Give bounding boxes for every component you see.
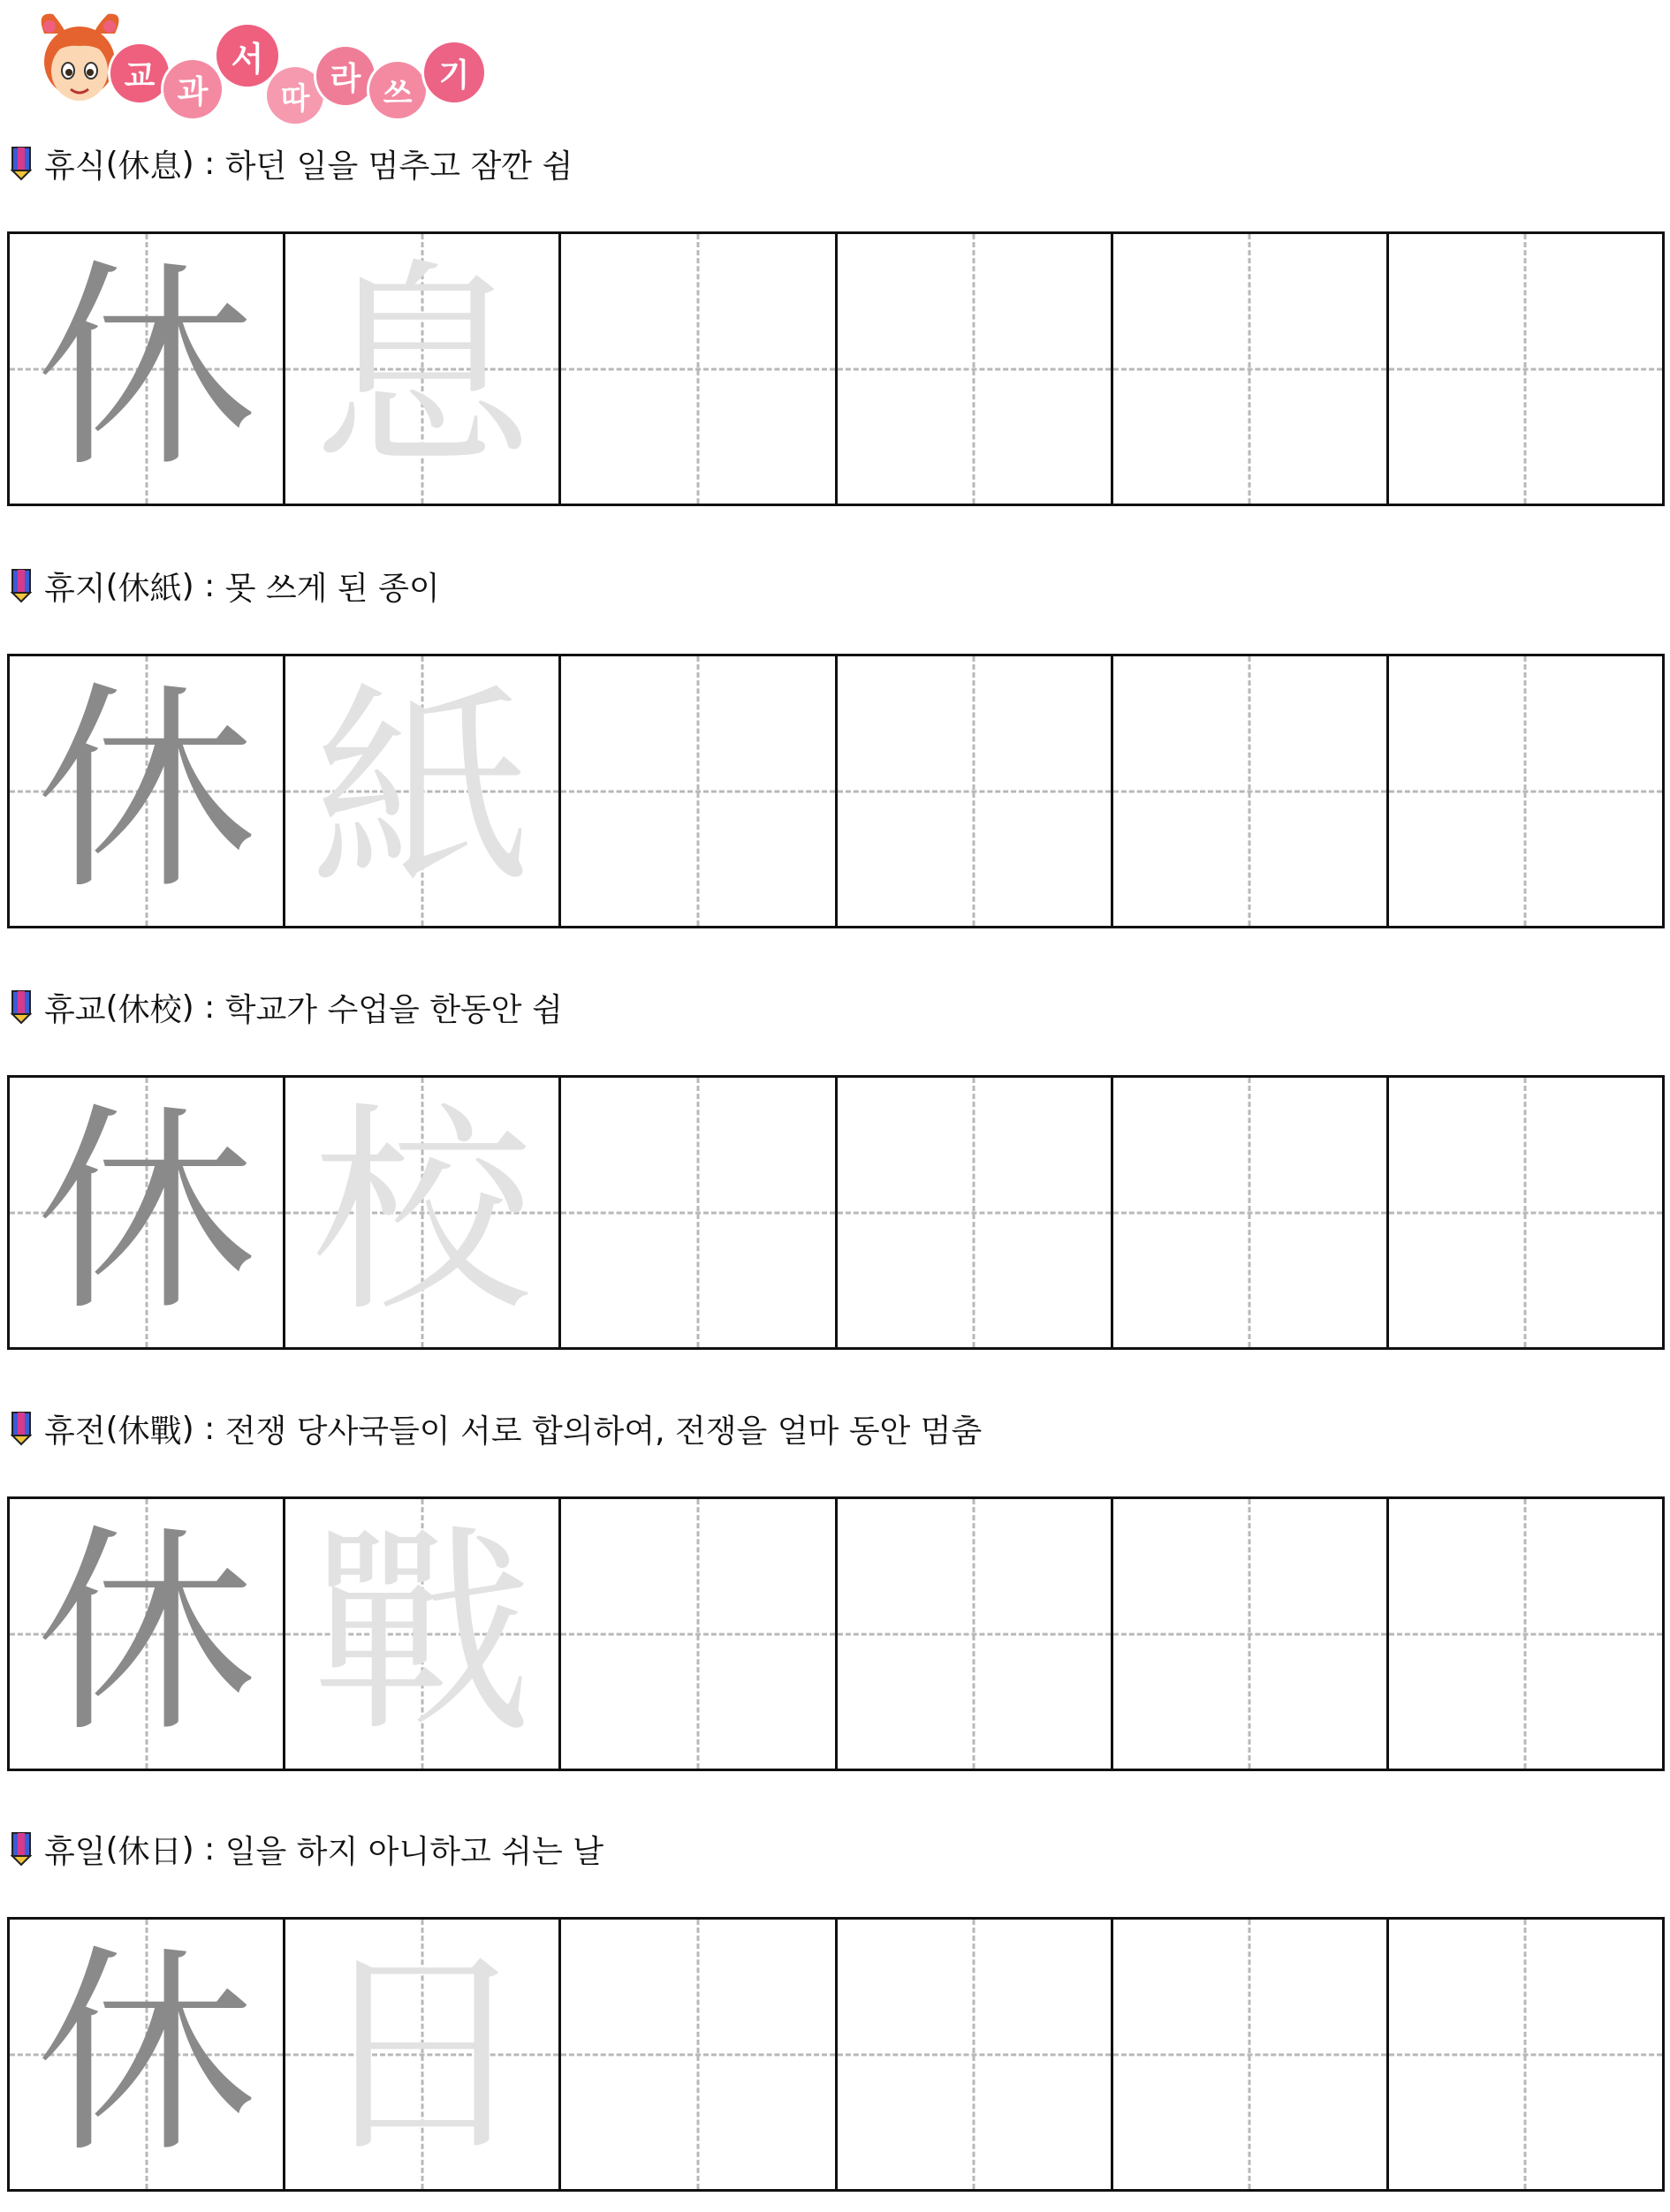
pencil-icon bbox=[9, 989, 34, 1025]
writing-cell[interactable] bbox=[838, 1920, 1113, 2189]
vocab-heading bbox=[9, 1410, 983, 1450]
vocab-term: 휴전 bbox=[44, 1413, 106, 1450]
paren-close: ) : bbox=[181, 1830, 225, 1867]
paren-close: ) : bbox=[181, 145, 225, 182]
writing-cell[interactable] bbox=[10, 1920, 285, 2189]
vocab-term: 휴교 bbox=[44, 991, 106, 1028]
writing-cell[interactable] bbox=[1389, 656, 1662, 926]
writing-cell[interactable] bbox=[1389, 1078, 1662, 1347]
trace-character-light: 日 bbox=[311, 1925, 533, 2183]
writing-grid bbox=[7, 654, 1665, 928]
writing-cell[interactable] bbox=[561, 234, 837, 504]
trace-character-dark: 休 bbox=[35, 239, 257, 497]
guide-line-horizontal bbox=[561, 2053, 834, 2056]
pencil-icon bbox=[9, 1831, 34, 1867]
logo-letter: 서 bbox=[216, 25, 278, 87]
pencil-icon bbox=[9, 146, 34, 181]
pencil-icon bbox=[9, 568, 34, 603]
trace-character-light: 校 bbox=[311, 1083, 533, 1341]
paren-open: ( bbox=[105, 989, 118, 1026]
vocab-meaning: 못 쓰게 된 종이 bbox=[224, 570, 440, 607]
guide-line-horizontal bbox=[561, 1632, 834, 1635]
writing-cell[interactable] bbox=[1113, 234, 1389, 504]
guide-line-horizontal bbox=[838, 2053, 1111, 2056]
guide-line-horizontal bbox=[838, 1211, 1111, 1214]
writing-cell[interactable] bbox=[838, 1078, 1113, 1347]
textbook-copywriting-logo bbox=[27, 7, 486, 122]
vocab-hanja: 休日 bbox=[118, 1833, 182, 1870]
guide-line-horizontal bbox=[1113, 1632, 1386, 1635]
writing-grid bbox=[7, 1075, 1665, 1350]
logo-letter: 과 bbox=[163, 60, 222, 118]
writing-cell[interactable] bbox=[838, 234, 1113, 504]
logo-letter: 라 bbox=[316, 47, 375, 105]
guide-line-horizontal bbox=[1389, 1632, 1662, 1635]
writing-cell[interactable] bbox=[838, 656, 1113, 926]
vocab-hanja: 休紙 bbox=[118, 570, 182, 607]
logo-letter: 따 bbox=[267, 67, 323, 124]
writing-cell[interactable] bbox=[1389, 234, 1662, 504]
vocab-hanja: 休戰 bbox=[118, 1413, 182, 1450]
trace-character-dark: 休 bbox=[35, 662, 257, 920]
vocab-meaning: 전쟁 당사국들이 서로 합의하여, 전쟁을 얼마 동안 멈춤 bbox=[224, 1413, 983, 1450]
writing-cell[interactable] bbox=[10, 234, 285, 504]
vocab-term: 휴지 bbox=[44, 570, 106, 607]
trace-character-dark: 休 bbox=[35, 1083, 257, 1341]
writing-cell[interactable] bbox=[1113, 1499, 1389, 1769]
writing-cell[interactable] bbox=[285, 1499, 561, 1769]
writing-cell[interactable] bbox=[838, 1499, 1113, 1769]
writing-cell[interactable] bbox=[1113, 1920, 1389, 2189]
guide-line-horizontal bbox=[1389, 1211, 1662, 1214]
guide-line-horizontal bbox=[1113, 2053, 1386, 2056]
logo-letter: 교 bbox=[110, 44, 169, 102]
guide-line-horizontal bbox=[561, 367, 834, 370]
vocab-meaning: 일을 하지 아니하고 쉬는 날 bbox=[224, 1833, 603, 1870]
vocab-heading bbox=[9, 1830, 603, 1870]
paren-open: ( bbox=[105, 1830, 118, 1867]
trace-character-light: 息 bbox=[311, 239, 533, 497]
vocab-heading bbox=[9, 989, 563, 1028]
writing-grid bbox=[7, 1496, 1665, 1771]
guide-line-horizontal bbox=[1113, 790, 1386, 792]
logo-letter: 쓰 bbox=[369, 62, 426, 118]
vocab-meaning: 하던 일을 멈추고 잠깐 쉼 bbox=[224, 148, 573, 185]
vocab-hanja: 休校 bbox=[118, 991, 182, 1028]
writing-cell[interactable] bbox=[561, 656, 837, 926]
guide-line-horizontal bbox=[1389, 790, 1662, 792]
guide-line-horizontal bbox=[1113, 1211, 1386, 1214]
logo-letter: 기 bbox=[424, 42, 484, 102]
paren-close: ) : bbox=[181, 567, 225, 604]
guide-line-horizontal bbox=[838, 1632, 1111, 1635]
vocab-term: 휴일 bbox=[44, 1833, 106, 1870]
guide-line-horizontal bbox=[1389, 367, 1662, 370]
guide-line-horizontal bbox=[838, 790, 1111, 792]
guide-line-horizontal bbox=[561, 790, 834, 792]
writing-cell[interactable] bbox=[285, 234, 561, 504]
writing-cell[interactable] bbox=[1389, 1499, 1662, 1769]
vocab-meaning: 학교가 수업을 한동안 쉼 bbox=[224, 991, 563, 1028]
trace-character-light: 紙 bbox=[311, 662, 533, 920]
writing-cell[interactable] bbox=[561, 1499, 837, 1769]
paren-close: ) : bbox=[181, 989, 225, 1026]
vocab-heading bbox=[9, 567, 440, 607]
writing-cell[interactable] bbox=[10, 1499, 285, 1769]
writing-cell[interactable] bbox=[561, 1920, 837, 2189]
paren-open: ( bbox=[105, 1410, 118, 1447]
writing-cell[interactable] bbox=[10, 656, 285, 926]
guide-line-horizontal bbox=[1113, 367, 1386, 370]
writing-grid bbox=[7, 1917, 1665, 2192]
writing-cell[interactable] bbox=[285, 656, 561, 926]
pencil-icon bbox=[9, 1411, 34, 1446]
vocab-heading bbox=[9, 145, 573, 185]
vocab-term: 휴식 bbox=[44, 148, 106, 185]
trace-character-dark: 休 bbox=[35, 1925, 257, 2183]
writing-cell[interactable] bbox=[1113, 1078, 1389, 1347]
writing-cell[interactable] bbox=[285, 1920, 561, 2189]
writing-cell[interactable] bbox=[1389, 1920, 1662, 2189]
writing-cell[interactable] bbox=[561, 1078, 837, 1347]
paren-open: ( bbox=[105, 145, 118, 182]
guide-line-horizontal bbox=[561, 1211, 834, 1214]
guide-line-horizontal bbox=[838, 367, 1111, 370]
writing-cell[interactable] bbox=[1113, 656, 1389, 926]
guide-line-horizontal bbox=[1389, 2053, 1662, 2056]
vocab-hanja: 休息 bbox=[118, 148, 182, 185]
paren-close: ) : bbox=[181, 1410, 225, 1447]
trace-character-dark: 休 bbox=[35, 1504, 257, 1762]
writing-grid bbox=[7, 231, 1665, 506]
writing-cell[interactable] bbox=[10, 1078, 285, 1347]
writing-cell[interactable] bbox=[285, 1078, 561, 1347]
trace-character-light: 戰 bbox=[311, 1504, 533, 1762]
paren-open: ( bbox=[105, 567, 118, 604]
